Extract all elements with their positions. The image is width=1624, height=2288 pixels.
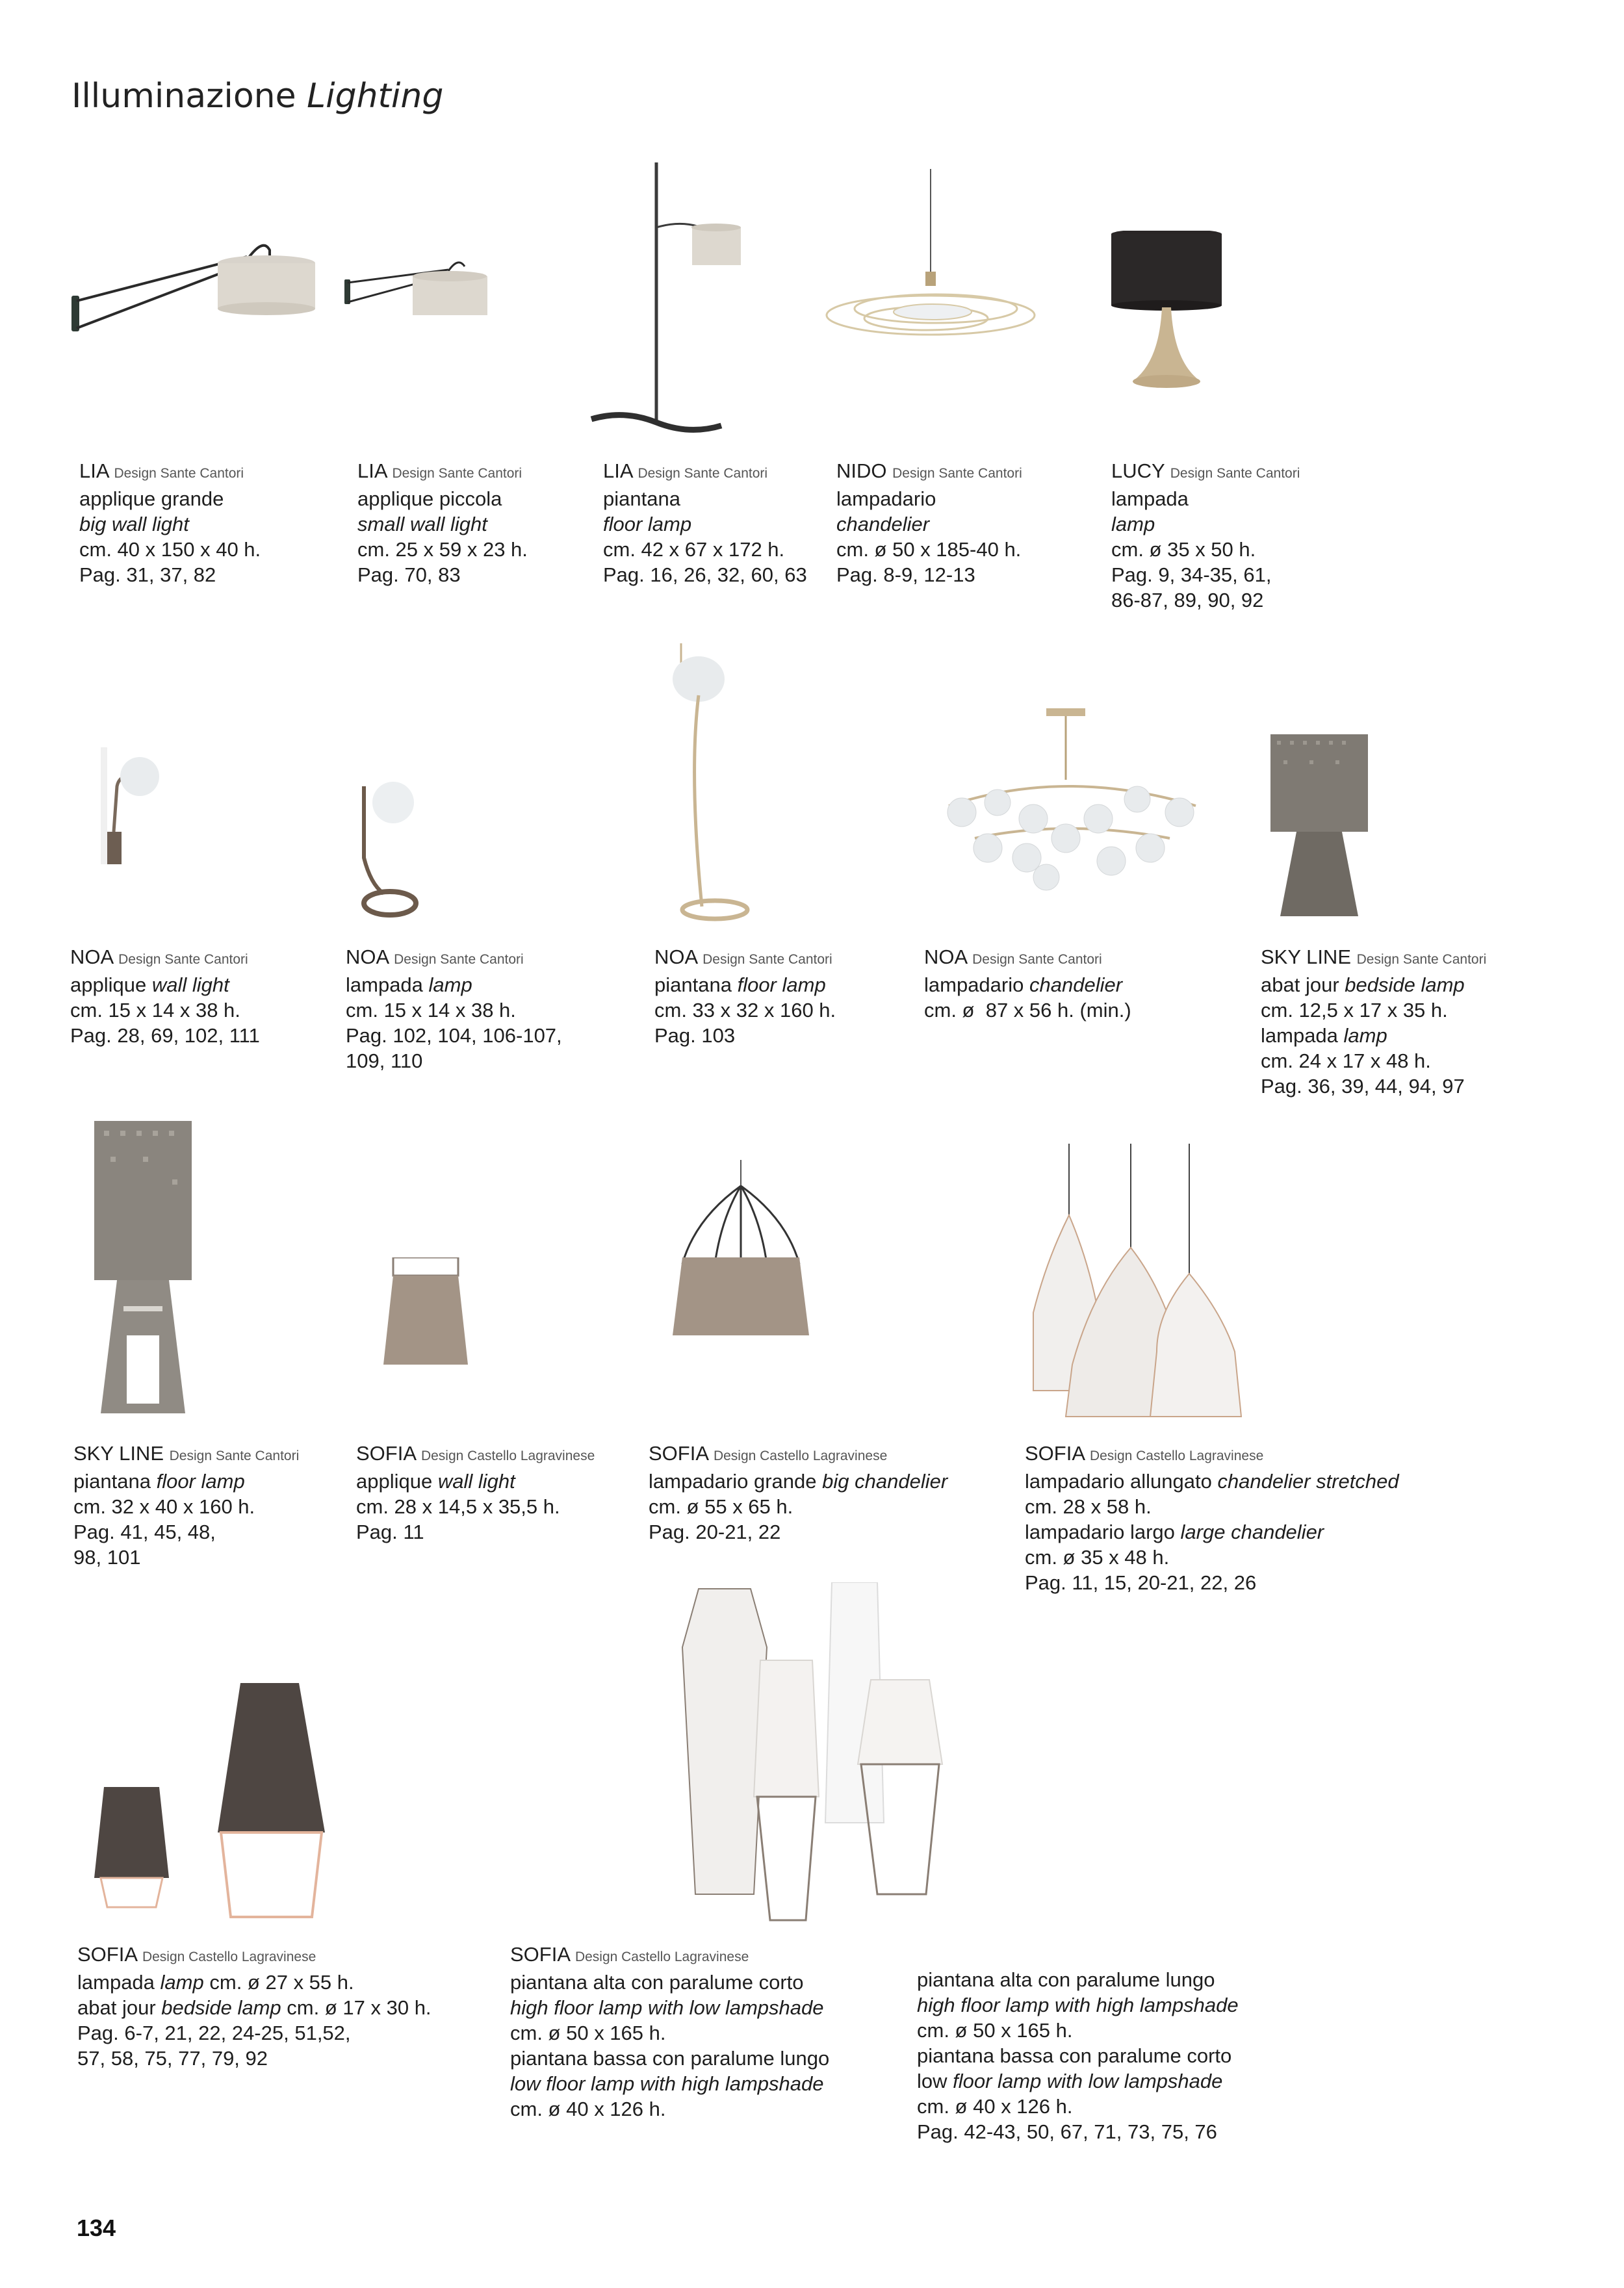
product-sofia-floor-lamps-continued [917, 1967, 1239, 2144]
product-line: applique [70, 973, 147, 996]
product-sofia-lamps [77, 1942, 432, 2071]
product-pages: 86-87, 89, 90, 92 [1111, 589, 1264, 611]
product-dimensions: cm. 15 x 14 x 38 h. [346, 999, 516, 1022]
product-designer: Design Castello Lagravinese [574, 1949, 749, 1964]
title-sub: Lighting [307, 77, 444, 116]
product-lia-big [79, 458, 261, 587]
product-line-en: low floor lamp with high lampshade [510, 2072, 824, 2095]
product-sofia-floor-lamps [510, 1942, 829, 2122]
product-line: lampadario largo [1025, 1521, 1175, 1543]
product-dimensions: cm. 12,5 x 17 x 35 h. [1261, 999, 1448, 1022]
product-line-en: floor lamp [156, 1470, 245, 1493]
product-line-en: chandelier [1029, 973, 1123, 996]
lia-small-wall-light-image [344, 257, 500, 335]
product-line-en: lamp [160, 1971, 204, 1994]
product-line: abat jour [77, 1996, 156, 2019]
product-dimensions: cm. ø 87 x 56 h. (min.) [924, 999, 1131, 1022]
product-pages: Pag. 41, 45, 48, [73, 1521, 216, 1543]
product-name: SOFIA [649, 1442, 708, 1465]
sofia-chandelier-group-image [1027, 1144, 1254, 1430]
product-line: piantana bassa con paralume corto [917, 2044, 1232, 2067]
product-line: piantana alta con paralume corto [510, 1971, 804, 1994]
product-dimensions: cm. ø 50 x 185-40 h. [836, 538, 1022, 561]
product-designer: Design Castello Lagravinese [713, 1448, 888, 1463]
product-designer: Design Sante Cantori [892, 466, 1022, 481]
product-name: NOA [346, 945, 389, 968]
product-pages: Pag. 102, 104, 106-107, [346, 1024, 562, 1047]
product-name: LIA [357, 459, 387, 482]
noa-floor-lamp-image [663, 643, 773, 929]
product-line: lampada [346, 973, 423, 996]
lia-floor-lamp-image [585, 162, 747, 448]
noa-lamp-image [351, 773, 442, 923]
product-name: NOA [70, 945, 113, 968]
product-dimensions: cm. 25 x 59 x 23 h. [357, 538, 528, 561]
product-line: lampada [1261, 1024, 1338, 1047]
product-name: LIA [603, 459, 632, 482]
product-sky-line-floor [73, 1441, 299, 1570]
product-name: LUCY [1111, 459, 1165, 482]
product-designer: Design Castello Lagravinese [142, 1949, 316, 1964]
product-line-en: big chandelier [822, 1470, 948, 1493]
product-dimensions: cm. ø 17 x 30 h. [287, 1996, 432, 2019]
product-dimensions: cm. ø 40 x 126 h. [510, 2098, 666, 2120]
sofia-wall-light-image [383, 1257, 474, 1368]
product-line: piantana [654, 973, 732, 996]
product-dimensions: cm. ø 55 x 65 h. [649, 1495, 793, 1518]
product-dimensions: cm. 40 x 150 x 40 h. [79, 538, 261, 561]
product-pages: Pag. 42-43, 50, 67, 71, 73, 75, 76 [917, 2120, 1217, 2143]
product-line-en: floor lamp [603, 513, 692, 535]
product-sofia-chandelier-stretched [1025, 1441, 1399, 1595]
product-noa-floor [654, 944, 836, 1048]
product-noa-chandelier [924, 944, 1131, 1023]
product-designer: Design Sante Cantori [1170, 466, 1300, 481]
lia-big-wall-light-image [71, 231, 318, 341]
sky-line-floor-lamp-image [88, 1121, 198, 1426]
product-line: lampadario grande [649, 1470, 817, 1493]
product-line-en: chandelier stretched [1217, 1470, 1399, 1493]
product-lia-small [357, 458, 528, 587]
product-line: applique grande [79, 487, 224, 510]
product-line-en: big wall light [79, 513, 189, 535]
product-line-en: wall light [151, 973, 229, 996]
product-noa-wall [70, 944, 260, 1048]
product-line-en: small wall light [357, 513, 487, 535]
product-pages: Pag. 16, 26, 32, 60, 63 [603, 563, 807, 586]
product-dimensions: cm. ø 40 x 126 h. [917, 2095, 1073, 2118]
product-line: low [917, 2070, 947, 2092]
product-pages: Pag. 103 [654, 1024, 736, 1047]
product-name: SOFIA [77, 1943, 137, 1966]
product-line-en: bedside lamp [161, 1996, 281, 2019]
product-name: LIA [79, 459, 109, 482]
product-noa-lamp [346, 944, 562, 1073]
product-line-en: wall light [437, 1470, 515, 1493]
product-dimensions: cm. 15 x 14 x 38 h. [70, 999, 240, 1022]
product-line-en: high floor lamp with low lampshade [510, 1996, 824, 2019]
product-line: lampadario allungato [1025, 1470, 1212, 1493]
product-pages: Pag. 6-7, 21, 22, 24-25, 51,52, [77, 2022, 351, 2044]
product-name: SKY LINE [73, 1442, 164, 1465]
product-pages: Pag. 11, 15, 20-21, 22, 26 [1025, 1571, 1257, 1594]
product-name: NIDO [836, 459, 887, 482]
product-line-en: floor lamp with low lampshade [953, 2070, 1223, 2092]
page-title [71, 77, 443, 116]
product-designer: Design Sante Cantori [114, 466, 244, 481]
nido-chandelier-image [819, 169, 1040, 351]
product-dimensions: cm. ø 27 x 55 h. [209, 1971, 354, 1994]
product-line-en: high floor lamp with high lampshade [917, 1994, 1239, 2016]
product-pages: Pag. 20-21, 22 [649, 1521, 781, 1543]
page-number: 134 [77, 2215, 116, 2241]
product-line-en: floor lamp [737, 973, 826, 996]
product-name: SKY LINE [1261, 945, 1352, 968]
product-pages: Pag. 70, 83 [357, 563, 461, 586]
product-pages: Pag. 9, 34-35, 61, [1111, 563, 1272, 586]
product-line-en: bedside lamp [1345, 973, 1465, 996]
product-designer: Design Sante Cantori [394, 952, 524, 967]
product-name: SOFIA [510, 1943, 570, 1966]
product-line-en: lamp [1111, 513, 1155, 535]
product-pages: 109, 110 [346, 1049, 423, 1072]
lucy-lamp-image [1105, 231, 1235, 393]
product-line: piantana bassa con paralume lungo [510, 2047, 830, 2070]
sofia-big-chandelier-image [669, 1160, 812, 1348]
product-name: SOFIA [356, 1442, 416, 1465]
product-line: piantana [73, 1470, 151, 1493]
product-dimensions: cm. ø 35 x 48 h. [1025, 1546, 1170, 1569]
product-designer: Design Sante Cantori [702, 952, 832, 967]
product-line: abat jour [1261, 973, 1339, 996]
product-name: NOA [924, 945, 967, 968]
product-designer: Design Sante Cantori [972, 952, 1102, 967]
product-lucy [1111, 458, 1300, 613]
product-line: lampadario [836, 487, 936, 510]
product-dimensions: cm. ø 35 x 50 h. [1111, 538, 1256, 561]
product-dimensions: cm. 24 x 17 x 48 h. [1261, 1049, 1431, 1072]
sky-line-bedside-lamp-image [1264, 734, 1394, 929]
product-pages: Pag. 8-9, 12-13 [836, 563, 975, 586]
product-dimensions: cm. 28 x 58 h. [1025, 1495, 1152, 1518]
product-lia-floor [603, 458, 807, 587]
product-line: piantana [603, 487, 680, 510]
product-pages: 57, 58, 75, 77, 79, 92 [77, 2047, 268, 2070]
product-name: NOA [654, 945, 697, 968]
product-sofia-big-chandelier [649, 1441, 947, 1545]
product-designer: Design Sante Cantori [118, 952, 248, 967]
product-dimensions: cm. 42 x 67 x 172 h. [603, 538, 785, 561]
product-line-en: chandelier [836, 513, 930, 535]
sofia-floor-lamps-image [663, 1582, 949, 1933]
product-dimensions: cm. ø 50 x 165 h. [510, 2022, 666, 2044]
product-line: lampada [1111, 487, 1189, 510]
product-designer: Design Sante Cantori [1356, 952, 1487, 967]
product-pages: Pag. 36, 39, 44, 94, 97 [1261, 1075, 1465, 1098]
product-line-en: lamp [1343, 1024, 1387, 1047]
product-name: SOFIA [1025, 1442, 1085, 1465]
product-line: piantana alta con paralume lungo [917, 1968, 1215, 1991]
product-pages: 98, 101 [73, 1546, 141, 1569]
product-sofia-wall [356, 1441, 595, 1545]
product-line-en: lamp [428, 973, 472, 996]
product-designer: Design Castello Lagravinese [1089, 1448, 1264, 1463]
product-pages: Pag. 28, 69, 102, 111 [70, 1024, 260, 1047]
product-nido [836, 458, 1022, 587]
noa-wall-light-image [88, 747, 179, 877]
product-dimensions: cm. 28 x 14,5 x 35,5 h. [356, 1495, 560, 1518]
product-pages: Pag. 31, 37, 82 [79, 563, 216, 586]
product-pages: Pag. 11 [356, 1521, 424, 1543]
product-dimensions: cm. 33 x 32 x 160 h. [654, 999, 836, 1022]
product-line: applique [356, 1470, 433, 1493]
product-line-en: large chandelier [1180, 1521, 1324, 1543]
sofia-lamps-image [91, 1683, 338, 1923]
product-designer: Design Sante Cantori [638, 466, 768, 481]
product-dimensions: cm. ø 50 x 165 h. [917, 2019, 1073, 2042]
product-line: applique piccola [357, 487, 502, 510]
title-main: Illuminazione [71, 77, 296, 116]
noa-chandelier-image [936, 708, 1209, 897]
product-designer: Design Castello Lagravinese [420, 1448, 595, 1463]
product-designer: Design Sante Cantori [169, 1448, 300, 1463]
product-designer: Design Sante Cantori [392, 466, 522, 481]
product-sky-line-bedside [1261, 944, 1486, 1099]
product-line: lampadario [924, 973, 1024, 996]
product-line: lampada [77, 1971, 155, 1994]
product-dimensions: cm. 32 x 40 x 160 h. [73, 1495, 255, 1518]
